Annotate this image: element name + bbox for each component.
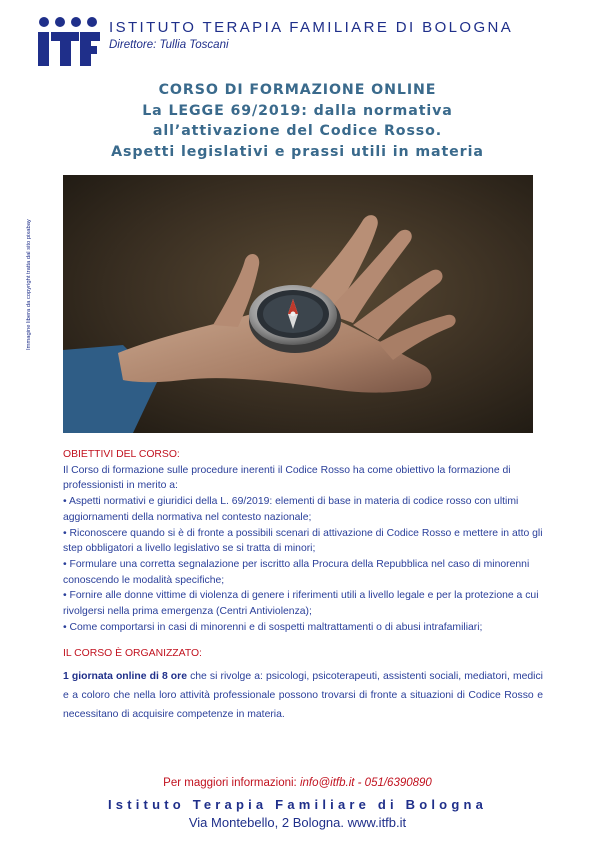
objective-item: • Come comportarsi in casi di minorenni e di sospetti maltrattamenti o di abusi intrafamiliari; bbox=[63, 621, 483, 633]
objective-item: • Aspetti normativi e giuridici della L. 69/2019: elementi di base in materia di codice rosso con ultimi aggiornamenti della normativa nel contesto nazionale; bbox=[63, 496, 519, 523]
course-title-line-1: CORSO DI FORMAZIONE ONLINE bbox=[158, 82, 437, 98]
course-title-line-2: La LEGGE 69/2019: dalla normativa bbox=[142, 102, 453, 119]
hand-compass-illustration bbox=[63, 175, 533, 433]
institute-name: ISTITUTO TERAPIA FAMILIARE DI BOLOGNA bbox=[109, 19, 514, 36]
objectives-title: OBIETTIVI DEL CORSO: bbox=[63, 449, 180, 460]
footer-address: Via Montebello, 2 Bologna. www.itfb.it bbox=[188, 815, 407, 830]
objectives-intro: Il Corso di formazione sulle procedure inerenti il Codice Rosso ha come obiettivo la formazione di professionisti in merito a: bbox=[63, 464, 511, 492]
organization-title: IL CORSO È ORGANIZZATO: bbox=[63, 648, 202, 660]
course-title-line-3: all’attivazione del Codice Rosso. bbox=[152, 123, 443, 139]
footer-institute-name: Istituto Terapia Familiare di Bologna bbox=[107, 797, 488, 812]
hand-compass-photo bbox=[63, 175, 533, 433]
organization-highlight: 1 giornata online di 8 ore bbox=[63, 671, 187, 683]
director-line: Direttore: Tullia Toscani bbox=[109, 39, 229, 51]
info-contact[interactable]: info@itfb.it - 051/6390890 bbox=[299, 777, 432, 789]
course-title-line-4: Aspetti legislativi e prassi utili in materia bbox=[111, 143, 484, 160]
objective-item: • Formulare una corretta segnalazione per iscritto alla Procura della Repubblica nel caso di minorenni conoscendo le modalità specifiche; bbox=[63, 558, 530, 586]
organization-description: che si rivolge a: psicologi, psicoterapeuti, assistenti sociali, mediatori, medici e a coloro che nella loro attività professionale possono trovarsi di fronte a situazioni di Codice Rosso e necessitano di acquisire competenze in materia. bbox=[63, 671, 543, 721]
organization-text bbox=[63, 667, 543, 724]
objective-item: • Fornire alle donne vittime di violenza di genere i riferimenti utili a livello legale e per la protezione a cui rivolgersi nella prima emergenza (Centri Antiviolenza); bbox=[63, 590, 539, 618]
objective-item: • Riconoscere quando si è di fronte a possibili scenari di attivazione di Codice Rosso e mettere in atto gli step obbligatori a livello legislativo se si tratta di minori; bbox=[63, 527, 543, 555]
image-credit: Immagine libera da copyright tratta dal sito pixabay bbox=[26, 219, 32, 350]
itf-logo-mark bbox=[34, 16, 102, 68]
info-label: Per maggiori informazioni: bbox=[163, 777, 300, 789]
itf-logo bbox=[34, 16, 102, 68]
info-line bbox=[0, 777, 595, 789]
course-content bbox=[63, 447, 543, 724]
course-title-block bbox=[0, 80, 595, 162]
